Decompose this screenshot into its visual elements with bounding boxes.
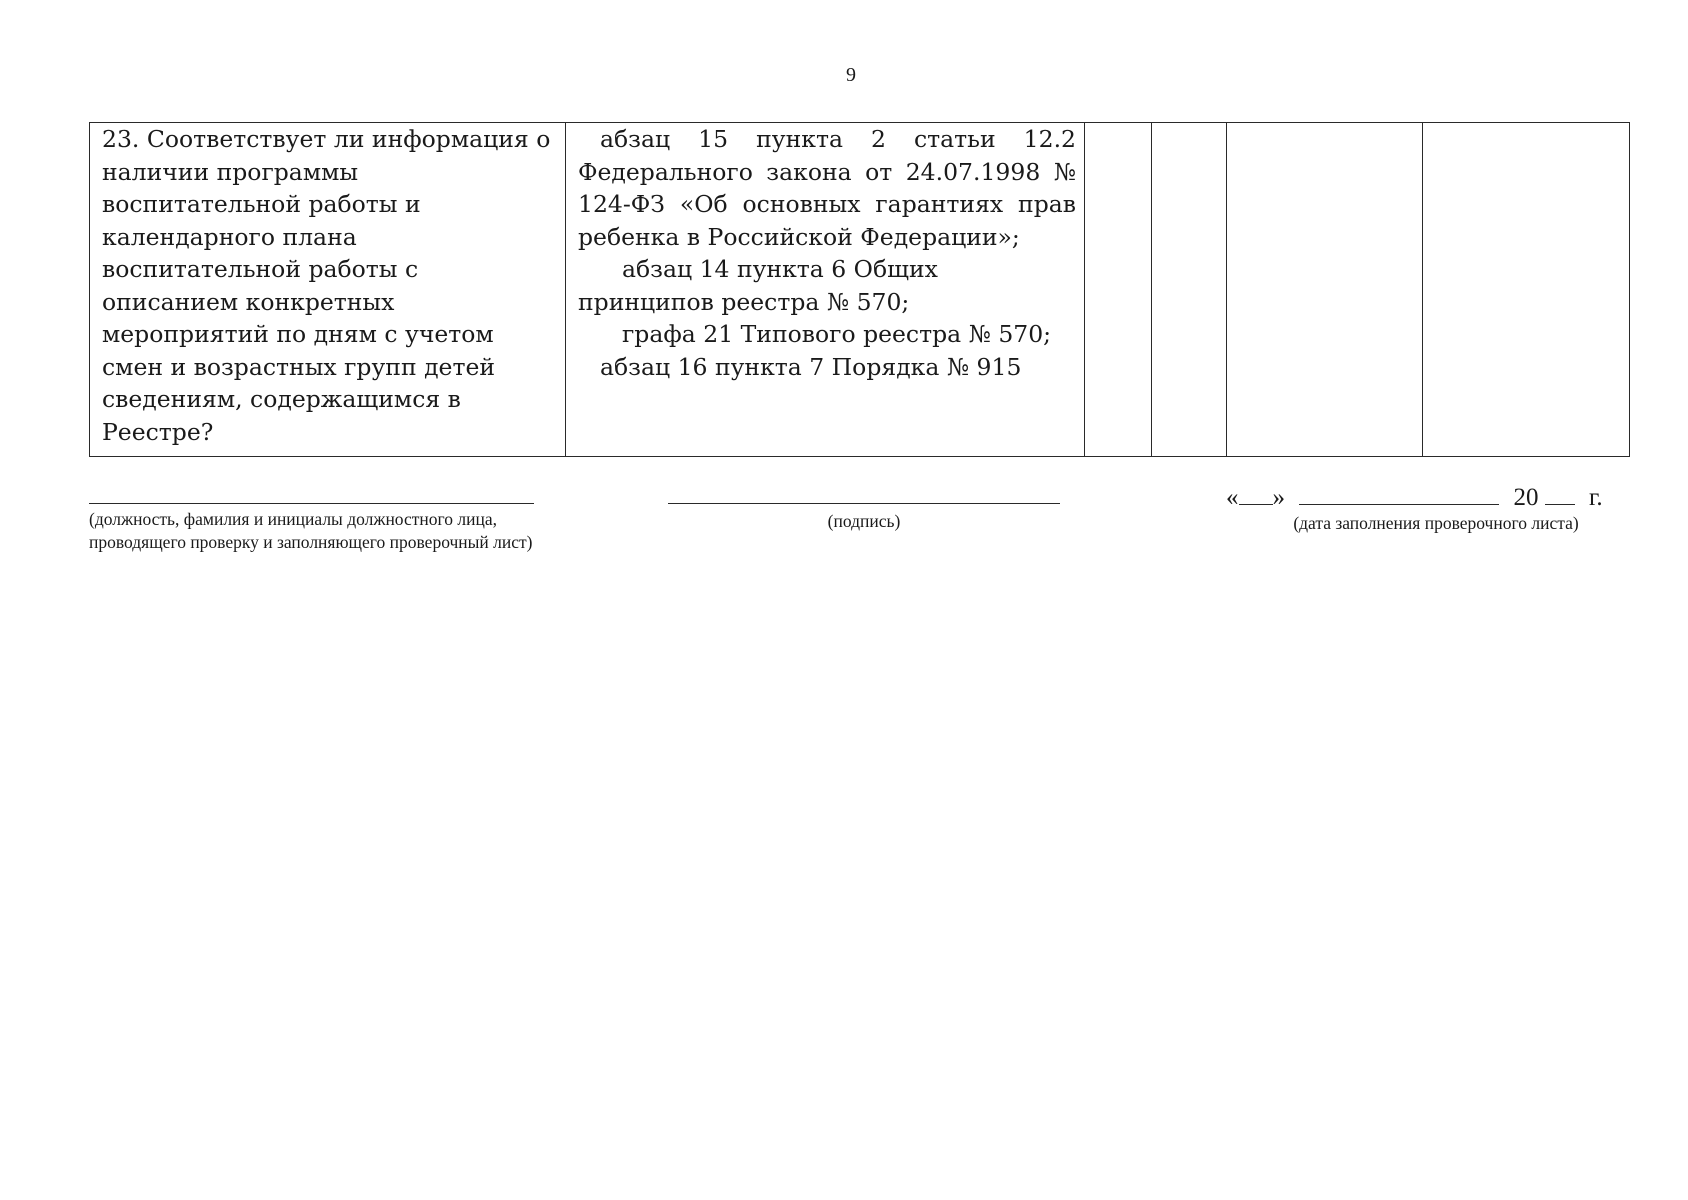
signature-line[interactable] [668,503,1060,504]
question-text: 23. Соответствует ли информация о наличии программы воспитательной работы и календарного плана воспитательной работы с описанием конкретных мероприятий по дням с учетом смен и возрастных групп детей сведениям, содержащимся в Реестре? [102,125,551,446]
date-close-quote: » [1272,484,1285,511]
reference-item: графа 21 Типового реестра № 570; [622,320,1052,348]
date-open-quote: « [1226,484,1239,511]
date-month-blank[interactable] [1299,484,1499,505]
page-number: 9 [846,64,856,86]
date-field [1226,484,1603,512]
official-caption-line2: проводящего проверку и заполняющего проверочный лист) [89,532,533,552]
answer-no-cell[interactable] [1152,123,1227,457]
date-day-blank[interactable] [1239,484,1273,505]
table-row [90,123,1630,457]
official-caption [89,508,533,554]
answer-yes-cell[interactable] [1085,123,1152,457]
notes-cell[interactable] [1423,123,1630,457]
date-year-blank[interactable] [1545,484,1575,505]
date-year-prefix: 20 [1513,484,1539,511]
reference-item: абзац 16 пункта 7 Порядка № 915 [600,352,1022,381]
checklist-table [89,122,1630,457]
references-cell [566,123,1085,457]
date-year-suffix: г. [1589,484,1603,511]
signature-caption: (подпись) [827,511,901,531]
reference-item: абзац 15 пункта 2 статьи 12.2 Федерального закона от 24.07.1998 № 124-ФЗ «Об основных гарантиях прав ребенка в Российской Федерации»; [578,125,1076,251]
official-caption-line1: (должность, фамилия и инициалы должностного лица, [89,509,497,529]
reference-item: абзац 14 пункта 6 Общих принципов реестра № 570; [578,255,938,316]
question-cell [90,123,566,457]
answer-na-cell[interactable] [1227,123,1423,457]
date-caption: (дата заполнения проверочного листа) [1293,513,1579,533]
official-line[interactable] [89,503,534,504]
